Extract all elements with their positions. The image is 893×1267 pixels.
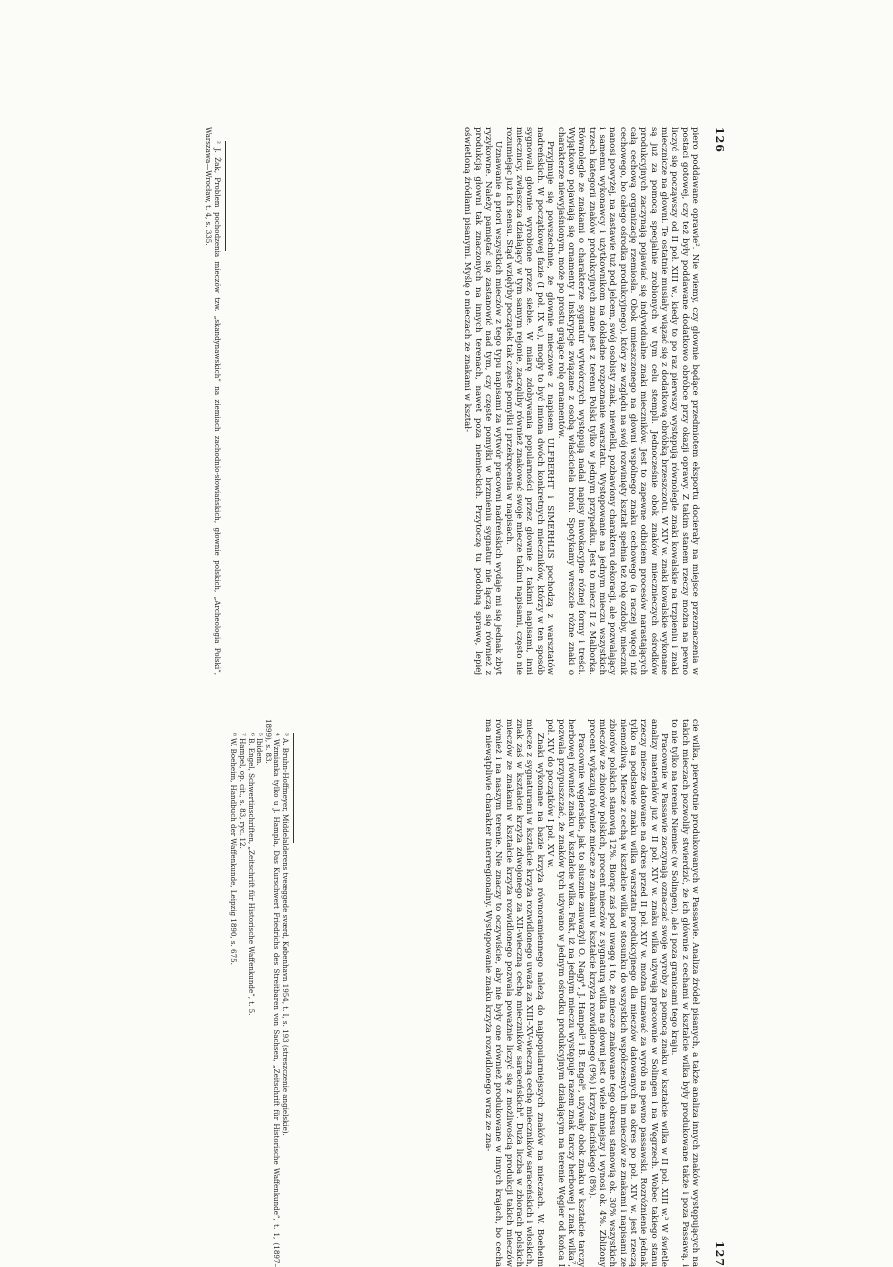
book-spread bbox=[166, 127, 726, 1267]
footnote: ³ A. Bruhn-Hoffmeyer, Middelalderens tveæggede sværd, København 1954, t. I, s. 193 (streszczenie angielskie). bbox=[281, 733, 290, 1136]
paragraph: Znaki wykonane na bazie krzyża równoramiennego należą do najpopularniejszych znaków na mieczach. W. Boeheim miecze z sygnaturami w kształcie krzyża rozwidlonego uważa za XIII–XV-wieczną cechę mieczników saraceńskich i włoskich, znak zaś w kształcie krzyża zdwojonego za XII-wieczną cechę mieczników saraceńskich⁸. Duża liczba w zbiorach polskich mieczów ze znakami w kształcie krzyża rozwidlonego pozwala poważnie liczyć się z możliwością produkcji takich mieczów również i na naszym terenie. Nie znaczy to oczywiście, aby nie były one również produkowane w innych krajach, bo cecha ma niewątpliwie charakter interregionalny. Występowanie znaku krzyża rozwidlonego wraz ze zna- bbox=[483, 719, 545, 1267]
page-number-right: 127 bbox=[713, 1241, 726, 1267]
left-page-body bbox=[462, 127, 700, 675]
left-page-footnotes bbox=[204, 127, 226, 675]
footnote: ⁵ Ibidem. bbox=[255, 733, 265, 766]
paragraph: Pracownie w Passawie zaczynają oznaczać swoje wyroby za pomocą znaku w kształcie wilka w II poł. XIII w.³ W świetle analizy materiałów już w II poł. XIV w. znaku wilka używają pracownie w Solingen i na Węgrzech. Wobec takiego stanu rzeczy miecze datowane na okres przed II poł. XIV w. można uznawać za wyrób na pewno passawski. Rozróżnienie jednak tylko na podstawie znaku wilka warsztatu produkcyjnego dla mieczów datowanych na okres po poł. XIV w. jest rzeczą niemożliwą. Miecze z cechą w kształcie wilka w stosunku do wszystkich współczesnych im mieczów ze znakami i napisami ze zbiorów polskich stanowią 12%. Biorąc zaś pod uwagę i to, że miecze znakowane tego okresu stanowią ok. 30% wszystkich mieczów ze zbiorów polskich, procent mieczów z sygnaturą wilka na głowni jest o wiele mniejszy i wynosi ok. 4%. Zbliżony procent wykazują również miecze ze znakami w kształcie krzyża rozwidlonego (9%) i krzyża łacińskiego (8%). bbox=[586, 719, 669, 1267]
page-number-left: 126 bbox=[713, 127, 726, 153]
paragraph: piero poddawane oprawie². Nie wiemy, czy głownie będące przedmiotem eksportu docierały na miejsce przeznaczenia w postaci gotowej, czy też były poddawane dodatkowo obróbce przy okazji oprawy. Z takim stanem rzeczy można na pewno liczyć się począwszy od II poł. XIII w., kiedy to po raz pierwszy występują równolegle znaki kowalskie na trzpieniu i znaki miecznicze na głowni. Te ostatnie musiały wiązać się z dodatkową obróbką brzeszczotu. W XIV w. znaki kowalskie wykonane są już za pomocą specjalnie zrobionych w tym celu stempli. Jednocześnie obok znaków miecznieczych ośrodków produkcyjnych zaczynają pojawiać się indywidualne znaki mieczników. Jest to zapewne odbiciem procesów narastających całą cechową organizację rzemiosła. Obok umieszczonego na głowni wspólnego znaku cechowego (a raczej więcej niż cechowego, bo całego ośrodka produkcyjnego), który ze względu na swój rozwinięty kształt spełnia też rolę ozdoby, miecznik nanosi powyżej, na zastawie tuż pod jelcem, swój osobisty znak, niewielki, pozbawiony charakteru dekoracji, ale pozwalający i samemu wykonawcy i użytkownikom na dokładne rozpoznanie warsztatu. Występowanie na jednym mieczu wszystkich trzech kategorii znaków produkcyjnych znane jest z terenu Polski tylko w jednym przypadku. Jest to miecz II z Malborka. Równolegle ze znakami o charakterze sygnatur wytwórczych występują nadal napisy inwokacyjne różnej formy i treści. Wyjątkowo pojawiają się ornamenty i inskrypcje związane z osobą właściciela broni. Spotykamy wreszcie różne znaki o charakterze niewyjaśnionym, może po prostu grające rolę ornamentów. bbox=[555, 127, 700, 675]
left-page bbox=[166, 127, 726, 675]
right-page-footnotes bbox=[229, 719, 294, 1267]
paragraph: cie wilka, pierwotnie produkowanych w Passawie. Analiza źródeł pisanych, a także analiza innych znaków występujących na takich mieczach pozwoliły stwierdzić, że ich głównie z cechami w kształcie wilka były produkowane także i poza Passawą, i to nie tylko na terenie Niemiec (w Solingen), ale i poza granicami tego kraju. bbox=[669, 719, 700, 1267]
footnote: ⁷ Hampel, op. cit., s. 83, ryc. 12. bbox=[238, 733, 248, 849]
footnote: ² J. Żak, Problem pochodzenia mieczów tzw. „skandynawskich” na ziemiach zachodnio-słowiańskich, głownie polskich, „Archeologia Polski”, Warszawa—Wrocław, t. 4, s. 335. bbox=[204, 127, 222, 675]
right-page bbox=[166, 719, 726, 1267]
paragraph: Uznawanie a priori wszystkich mieczów z tego typu napisami za wytwór pracowni nadreńskich wydaje mi się jednak zbyt ryzykowne. Należy pamiętać się zastanowić nad tym, czy częste pomyłki w brzmieniu sygnatur nie łączą się również z produkcją głowni tak znaczonych na innych terenach, nawet poza niemieckich. Przytoczę tu podobną sprawę, lepiej oświetloną źródłami pisanymi. Myślę o mieczach ze znakami w kształ- bbox=[462, 127, 504, 675]
footnote: ⁸ W. Boeheim, Handbuch der Waffenkunde, Leipzig 1890, s. 675. bbox=[229, 733, 239, 965]
footnote-divider bbox=[225, 141, 226, 251]
paragraph: Pracownie węgierskie, jak to słusznie zauważyli O. Nagy⁴, J. Hampel⁵ i B. Engel⁶, używały obok znaku w kształcie tarczy herbowej również znaku w kształcie wilka. Fakt, iż na jednym mieczu występuje razem znak tarczy herbowej i znak wilka⁷, pozwala przypuszczać, że znaków tych używano w jednym ośrodku produkcyjnym działającym na terenie Węgier od końca I poł. XIV do początków I poł. XV w. bbox=[545, 719, 587, 1267]
paragraph: Przyjmuje się powszechnie, że głownie mieczowe z napisem ULFBERHT i SIMERHLIS pochodzą z warsztatów nadreńskich. W początkowej fazie (I poł. IX w.), mogły to być imiona dwóch konkretnych mieczników, którzy w ten sposób sygnowali głownie wyrobione przez siebie. W miarę zdobywania popularności przez głownie z takimi napisami, inni miecznicy, zwłaszcza działający w tym samym rejonie, zaczęliby również znakować swoje miecze takimi napisami, często nie rozumiejąc już ich sensu. Stąd wzięłyby początek tak częste pomyłki i przekręcenia w napisach. bbox=[503, 127, 556, 675]
footnote: ⁴ Wzmianka tylko u J. Hampla, Das Kurschwert Friedrichs des Streitbaren von Sachsen, „Zeitschrift für Historische Waffenkunde”, t. 1, (1897–1899), s. 83. bbox=[263, 719, 282, 1267]
footnote: ⁶ B. Engel, Schwertinschriften, „Zeitschrift für Historische Waffenkunde”, t. 5. bbox=[246, 733, 256, 1016]
footnote-divider bbox=[293, 733, 294, 843]
right-page-body bbox=[483, 719, 700, 1267]
